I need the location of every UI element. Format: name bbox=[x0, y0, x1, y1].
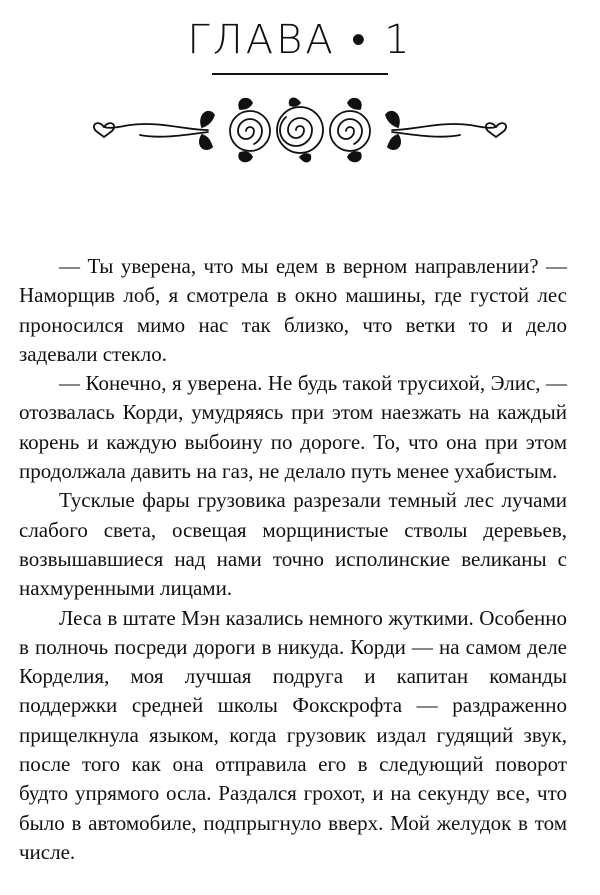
paragraph: — Ты уверена, что мы едем в верном направлении? — Наморщив лоб, я смотрела в окно машины, где густой лес проносился мимо нас так близко, что ветки то и дело задевали стекло. bbox=[19, 254, 567, 366]
title-underline bbox=[212, 73, 388, 75]
paragraph: — Конечно, я уверена. Не будь такой трусихой, Элис, — отозвалась Корди, умудряясь при этом наезжать на каждый корень и каждую выбоину по дороге. То, что она при этом продолжала давить на газ, не делало путь менее ухабистым. bbox=[19, 371, 567, 484]
paragraph: Тусклые фары грузовика разрезали темный лес лучами слабого света, освещая морщинистые стволы деревьев, возвышавшиеся над нами точно исполинские великаны с нахмуренными лицами. bbox=[19, 488, 567, 601]
chapter-title: ГЛАВА • 1 bbox=[187, 17, 413, 63]
chapter-text bbox=[19, 252, 567, 867]
paragraph: Леса в штате Мэн казались немного жуткими. Особенно в полночь посреди дороги в никуда. Корди — на самом деле Корделия, моя лучшая подруга и капитан команды поддержки средней школы Фокскрофта — раздраженно прищелкнула языком, когда грузовик издал гудящий звук, после того как она отправила его в следующий поворот будто упрямого осла. Раздался грохот, и на секунду все, что было в автомобиле, подпрыгнуло вверх. Мой желудок в том числе. bbox=[19, 605, 567, 864]
rose-vine-ornament-icon bbox=[90, 95, 510, 165]
